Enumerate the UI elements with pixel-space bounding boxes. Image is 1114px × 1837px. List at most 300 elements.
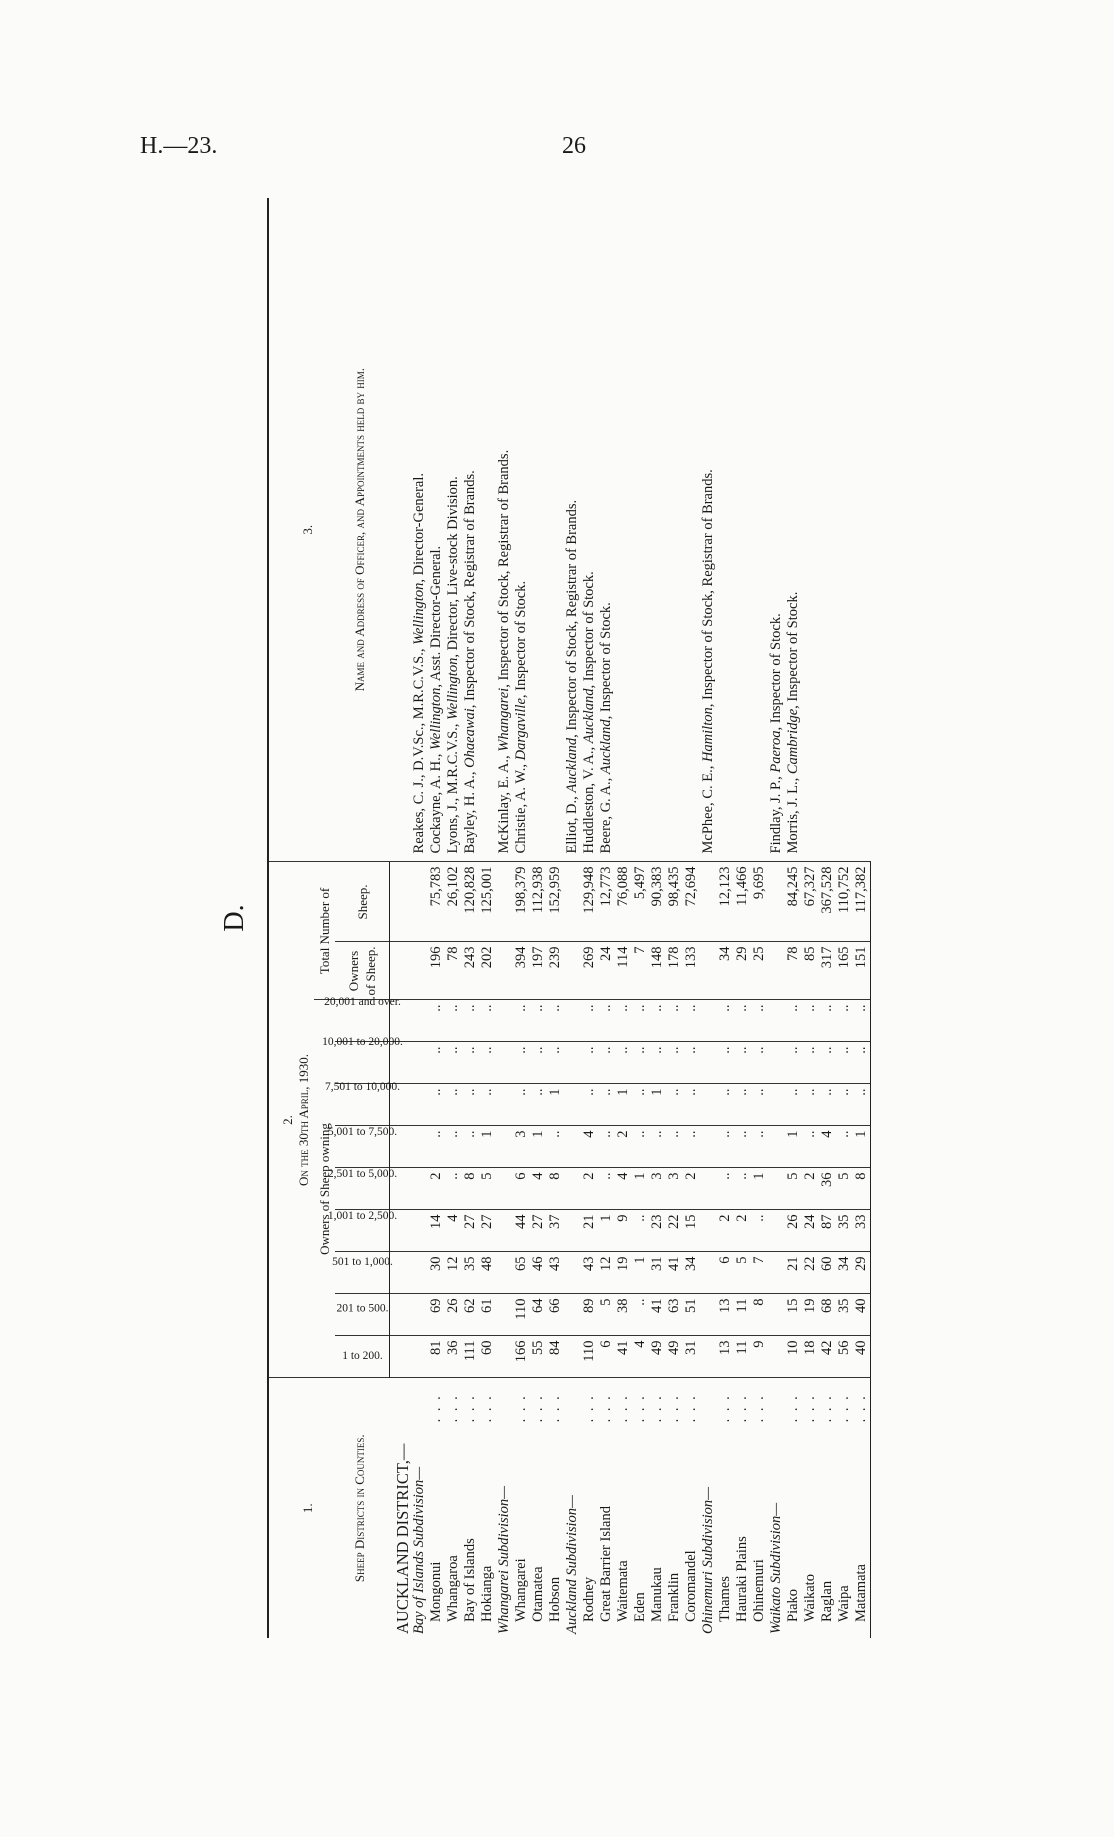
owners-band-cell: .. <box>853 1000 871 1042</box>
officer-entry: Christie, A. W., Dargaville, Inspector of Stock. <box>512 580 529 854</box>
owners-band-cell: .. <box>836 1084 853 1126</box>
leader-dots: . . . <box>716 1394 733 1423</box>
empty-cell <box>564 1042 581 1084</box>
empty-cell <box>411 1084 428 1126</box>
total-owners-cell: 394 <box>513 942 530 1000</box>
column-2-number: 2. <box>280 1115 295 1125</box>
county-name: Raglan <box>818 1580 835 1622</box>
total-owners-cell: 243 <box>462 942 479 1000</box>
owners-band-cell: .. <box>445 1042 462 1084</box>
band-header: 2,501 to 5,000. <box>335 1168 390 1210</box>
owners-band-cell: 26 <box>445 1294 462 1336</box>
empty-cell <box>496 1126 513 1168</box>
total-owners-cell: 78 <box>785 942 802 1000</box>
empty-cell <box>411 1294 428 1336</box>
officer-entry: McKinlay, E. A., Whangarei, Inspector of Stock, Registrar of Brands. <box>495 449 512 854</box>
owners-band-cell: 46 <box>530 1252 547 1294</box>
owners-band-cell: 69 <box>428 1294 445 1336</box>
total-sheep-cell: 98,435 <box>666 862 683 942</box>
empty-cell <box>700 1000 717 1042</box>
empty-cell <box>496 1336 513 1378</box>
owners-band-cell: 5 <box>598 1294 615 1336</box>
empty-cell <box>768 942 785 1000</box>
owners-band-cell: 63 <box>666 1294 683 1336</box>
subdivision-row <box>564 198 581 1638</box>
owners-band-cell: 166 <box>513 1336 530 1378</box>
owners-band-cell: 5 <box>479 1168 496 1210</box>
owners-band-cell: .. <box>530 1084 547 1126</box>
owners-band-cell: .. <box>819 1084 836 1126</box>
owners-band-cell: 41 <box>649 1294 666 1336</box>
owners-band-cell: .. <box>445 1000 462 1042</box>
owners-band-cell: .. <box>462 1042 479 1084</box>
column-3-title: Name and Address of Officer, and Appointments held by him. <box>351 368 367 692</box>
leader-dots: . . . <box>478 1394 495 1423</box>
owners-band-cell: .. <box>717 1126 734 1168</box>
total-owners-cell: 202 <box>479 942 496 1000</box>
leader-dots: . . . <box>580 1394 597 1423</box>
total-sheep-cell: 129,948 <box>581 862 598 942</box>
total-sheep-cell: 9,695 <box>751 862 768 942</box>
empty-cell <box>496 1042 513 1084</box>
owners-band-cell: .. <box>819 1042 836 1084</box>
owners-band-cell: 21 <box>785 1252 802 1294</box>
empty-cell <box>411 1336 428 1378</box>
empty-cell <box>768 1252 785 1294</box>
owners-band-cell: 2 <box>802 1168 819 1210</box>
empty-cell <box>496 1210 513 1252</box>
owners-band-cell: .. <box>598 1000 615 1042</box>
empty-cell <box>700 942 717 1000</box>
owners-band-cell: 23 <box>649 1210 666 1252</box>
empty-cell <box>700 1126 717 1168</box>
leader-dots: . . . <box>750 1394 767 1423</box>
owners-band-cell: .. <box>547 1042 564 1084</box>
leader-dots: . . . <box>682 1394 699 1423</box>
leader-dots: . . . <box>853 1378 871 1438</box>
owners-band-cell: 13 <box>717 1294 734 1336</box>
empty-cell <box>564 942 581 1000</box>
owners-band-cell: .. <box>598 1126 615 1168</box>
owners-band-cell: 27 <box>530 1210 547 1252</box>
owners-band-cell: .. <box>479 1000 496 1042</box>
empty-cell <box>496 1168 513 1210</box>
empty-cell <box>768 1042 785 1084</box>
leader-dots: . . . <box>427 1394 444 1423</box>
total-owners-cell: 196 <box>428 942 445 1000</box>
total-sheep-cell: 84,245 <box>785 862 802 942</box>
officer-entry: Beere, G. A., Auckland, Inspector of Stock. <box>597 602 614 854</box>
owners-band-cell: .. <box>751 1210 768 1252</box>
officer-entry: Morris, J. L., Cambridge, Inspector of Stock. <box>784 591 801 854</box>
owners-band-cell: .. <box>649 1000 666 1042</box>
owners-band-cell: .. <box>632 1126 649 1168</box>
total-sheep-cell: 72,694 <box>683 862 700 942</box>
leader-dots: . . . <box>529 1394 546 1423</box>
owners-band-cell: 4 <box>632 1336 649 1378</box>
subdivision-heading: Ohinemuri Subdivision— <box>699 1486 716 1634</box>
leader-dots: . . . <box>461 1394 478 1423</box>
owners-band-cell: 1 <box>479 1126 496 1168</box>
empty-cell <box>768 1294 785 1336</box>
owners-band-cell: .. <box>734 1000 751 1042</box>
total-owners-cell: 197 <box>530 942 547 1000</box>
district-row <box>390 198 411 1638</box>
officer-entry: Huddleston, V. A., Auckland, Inspector of Stock. <box>580 571 597 854</box>
empty-cell <box>768 1336 785 1378</box>
page-number: 26 <box>562 133 586 159</box>
subdivision-row <box>496 198 513 1638</box>
owners-band-cell: .. <box>802 1126 819 1168</box>
empty-cell <box>564 1336 581 1378</box>
total-sheep-cell: 198,379 <box>513 862 530 942</box>
total-owners-cell: 165 <box>836 942 853 1000</box>
owners-band-cell: 14 <box>428 1210 445 1252</box>
owners-band-cell: .. <box>666 1084 683 1126</box>
county-name: Great Barrier Island <box>597 1506 614 1622</box>
owners-band-cell: .. <box>462 1126 479 1168</box>
owners-band-cell: .. <box>632 1084 649 1126</box>
owners-band-cell: 2 <box>683 1168 700 1210</box>
county-name: Coromandel <box>682 1550 699 1622</box>
owners-band-cell: .. <box>836 1126 853 1168</box>
owners-band-cell: 60 <box>479 1336 496 1378</box>
leader-dots: . . . <box>733 1394 750 1423</box>
owners-band-cell: 35 <box>836 1294 853 1336</box>
total-sheep-cell: 117,382 <box>853 862 871 942</box>
owners-band-cell: .. <box>853 1042 871 1084</box>
owners-band-cell: 5 <box>836 1168 853 1210</box>
county-name: Matamata <box>853 1438 871 1638</box>
total-owners-cell: 85 <box>802 942 819 1000</box>
owners-band-cell: .. <box>428 1042 445 1084</box>
empty-cell <box>564 1168 581 1210</box>
owners-band-cell: 1 <box>530 1126 547 1168</box>
owners-band-cell: .. <box>751 1084 768 1126</box>
owners-band-cell: 1 <box>853 1126 871 1168</box>
owners-band-cell: .. <box>734 1168 751 1210</box>
owners-band-cell: .. <box>666 1000 683 1042</box>
empty-cell <box>564 1000 581 1042</box>
owners-band-cell: 15 <box>785 1294 802 1336</box>
owners-band-cell: 64 <box>530 1294 547 1336</box>
total-owners-cell: 269 <box>581 942 598 1000</box>
owners-band-cell: 8 <box>853 1168 871 1210</box>
total-owners-cell: 78 <box>445 942 462 1000</box>
owners-band-cell: .. <box>734 1042 751 1084</box>
county-name: Thames <box>716 1576 733 1622</box>
owners-band-cell: 40 <box>853 1336 871 1378</box>
total-sheep-cell: 120,828 <box>462 862 479 942</box>
empty-cell <box>411 1252 428 1294</box>
owners-band-cell: 49 <box>649 1336 666 1378</box>
owners-band-cell: 111 <box>462 1336 479 1378</box>
owners-band-cell: 6 <box>717 1252 734 1294</box>
band-header: 1,001 to 2,500. <box>335 1210 390 1252</box>
owners-band-cell: 3 <box>649 1168 666 1210</box>
total-owners-cell: 239 <box>547 942 564 1000</box>
empty-cell <box>700 1336 717 1378</box>
total-sheep-cell: 75,783 <box>428 862 445 942</box>
county-name: Whangaroa <box>444 1555 461 1622</box>
total-owners-cell: 151 <box>853 942 871 1000</box>
owners-band-cell: 68 <box>819 1294 836 1336</box>
empty-cell <box>768 1168 785 1210</box>
owners-band-cell: 48 <box>479 1252 496 1294</box>
empty-cell <box>700 1084 717 1126</box>
table-body <box>390 198 871 1638</box>
total-owners-cell: 25 <box>751 942 768 1000</box>
owners-band-cell: .. <box>717 1084 734 1126</box>
subdivision-row <box>411 198 428 1638</box>
county-name: Rodney <box>580 1576 597 1622</box>
leader-dots: . . . <box>835 1394 852 1423</box>
owners-band-cell: 27 <box>479 1210 496 1252</box>
owners-band-cell: 6 <box>598 1336 615 1378</box>
owners-band-cell: .. <box>581 1042 598 1084</box>
owners-band-cell: .. <box>581 1000 598 1042</box>
empty-cell <box>700 1042 717 1084</box>
total-sheep-cell: 76,088 <box>615 862 632 942</box>
owners-band-cell: .. <box>445 1168 462 1210</box>
owners-band-cell: 1 <box>547 1084 564 1126</box>
owners-band-cell: 7 <box>751 1252 768 1294</box>
owners-band-cell: .. <box>428 1084 445 1126</box>
total-sheep-cell: 110,752 <box>836 862 853 942</box>
total-sheep-cell: 67,327 <box>802 862 819 942</box>
owners-band-cell: 3 <box>666 1168 683 1210</box>
owners-band-cell: 33 <box>853 1210 871 1252</box>
total-sheep-cell: 12,773 <box>598 862 615 942</box>
empty-cell <box>411 1126 428 1168</box>
owners-band-cell: 29 <box>853 1252 871 1294</box>
owners-band-cell: .. <box>479 1042 496 1084</box>
owners-band-cell: .. <box>428 1126 445 1168</box>
owners-band-cell: .. <box>683 1126 700 1168</box>
owners-band-cell: 87 <box>819 1210 836 1252</box>
owners-band-cell: .. <box>632 1210 649 1252</box>
owners-band-cell: .. <box>785 1000 802 1042</box>
empty-cell <box>768 1000 785 1042</box>
empty-cell <box>390 862 411 942</box>
owners-band-cell: 2 <box>734 1210 751 1252</box>
officers-cell <box>700 198 768 862</box>
owners-band-cell: 31 <box>683 1336 700 1378</box>
owners-band-cell: .. <box>683 1000 700 1042</box>
owners-band-cell: 21 <box>581 1210 598 1252</box>
owners-band-cell: 38 <box>615 1294 632 1336</box>
owners-band-cell: 22 <box>666 1210 683 1252</box>
officer-entry: McPhee, C. E., Hamilton, Inspector of Stock, Registrar of Brands. <box>699 469 716 854</box>
owners-band-cell: 1 <box>632 1168 649 1210</box>
owners-band-cell: .. <box>819 1000 836 1042</box>
owners-group-header: Owners of Sheep owning <box>314 1000 335 1378</box>
total-group-header: Total Number of <box>314 862 335 1000</box>
owners-band-cell: 11 <box>734 1336 751 1378</box>
total-sheep-cell: 5,497 <box>632 862 649 942</box>
owners-band-cell: 89 <box>581 1294 598 1336</box>
county-name: Eden <box>631 1592 648 1622</box>
county-name: Ohinemuri <box>750 1559 767 1622</box>
empty-cell <box>768 1126 785 1168</box>
owners-band-cell: .. <box>802 1000 819 1042</box>
county-name: Whangarei <box>512 1558 529 1622</box>
owners-band-cell: .. <box>717 1042 734 1084</box>
leader-dots: . . . <box>546 1394 563 1423</box>
owners-band-cell: 5 <box>734 1252 751 1294</box>
owners-band-cell: 4 <box>581 1126 598 1168</box>
owners-band-cell: 42 <box>819 1336 836 1378</box>
owners-band-cell: .. <box>462 1000 479 1042</box>
column-3-header <box>268 198 390 862</box>
owners-band-cell: .. <box>853 1084 871 1126</box>
owners-band-cell: .. <box>717 1000 734 1042</box>
subdivision-heading: Auckland Subdivision— <box>563 1495 580 1634</box>
report-reference: H.—23. <box>140 133 218 159</box>
total-owners-cell: 34 <box>717 942 734 1000</box>
owners-band-cell: 4 <box>819 1126 836 1168</box>
county-name: Hobson <box>546 1576 563 1622</box>
county-name: Hokianga <box>478 1565 495 1622</box>
officer-entry: Reakes, C. J., D.V.Sc., M.R.C.V.S., Wellington, Director-General. <box>410 473 427 854</box>
subdivision-heading: Waikato Subdivision— <box>767 1502 784 1634</box>
county-name: Waikato <box>801 1574 818 1622</box>
officers-cell <box>411 198 496 862</box>
owners-band-cell: 4 <box>530 1168 547 1210</box>
owners-band-cell: .. <box>598 1084 615 1126</box>
owners-band-cell: .. <box>530 1042 547 1084</box>
county-name: Piako <box>784 1588 801 1622</box>
total-owners-cell: 317 <box>819 942 836 1000</box>
empty-cell <box>564 862 581 942</box>
total-sheep-cell: 90,383 <box>649 862 666 942</box>
empty-cell <box>411 942 428 1000</box>
empty-cell <box>700 1252 717 1294</box>
empty-cell <box>390 198 411 862</box>
owners-band-cell: 34 <box>683 1252 700 1294</box>
total-owners-cell: 114 <box>615 942 632 1000</box>
band-header: 7,501 to 10,000. <box>335 1084 390 1126</box>
owners-band-cell: 9 <box>615 1210 632 1252</box>
owners-band-cell: 19 <box>802 1294 819 1336</box>
owners-band-cell: 1 <box>632 1252 649 1294</box>
county-name: Manukau <box>648 1567 665 1622</box>
empty-cell <box>411 862 428 942</box>
leader-dots: . . . <box>818 1394 835 1423</box>
empty-cell <box>564 1126 581 1168</box>
owners-band-cell: 66 <box>547 1294 564 1336</box>
owners-band-cell: .. <box>428 1000 445 1042</box>
owners-band-cell: 4 <box>615 1168 632 1210</box>
owners-band-cell: .. <box>632 1042 649 1084</box>
total-owners-cell: 148 <box>649 942 666 1000</box>
empty-cell <box>768 1210 785 1252</box>
officers-cell <box>496 198 564 862</box>
empty-cell <box>390 942 411 1000</box>
leader-dots: . . . <box>784 1394 801 1423</box>
owners-band-cell: 13 <box>717 1336 734 1378</box>
empty-cell <box>496 1084 513 1126</box>
owners-band-cell: .. <box>751 1000 768 1042</box>
officer-entry: Findlay, J. P., Paeroa, Inspector of Stock. <box>767 613 784 854</box>
band-header: 10,001 to 20,000. <box>335 1042 390 1084</box>
owners-band-cell: .. <box>581 1084 598 1126</box>
owners-band-cell: 31 <box>649 1252 666 1294</box>
owners-band-cell: .. <box>836 1042 853 1084</box>
owners-band-cell: 1 <box>598 1210 615 1252</box>
district-heading: AUCKLAND DISTRICT,— <box>392 1443 412 1634</box>
owners-band-cell: 9 <box>751 1336 768 1378</box>
officer-entry: Elliot, D., Auckland, Inspector of Stock, Registrar of Brands. <box>563 499 580 854</box>
leader-dots: . . . <box>801 1394 818 1423</box>
owners-band-cell: .. <box>751 1126 768 1168</box>
empty-cell <box>768 1084 785 1126</box>
owners-band-cell: .. <box>683 1042 700 1084</box>
column-1-title: Sheep Districts in Counties. <box>351 1434 367 1583</box>
owners-band-cell: 6 <box>513 1168 530 1210</box>
owners-band-cell: .. <box>598 1168 615 1210</box>
owners-band-cell: 5 <box>785 1168 802 1210</box>
owners-band-cell: 1 <box>649 1084 666 1126</box>
owners-band-cell: 1 <box>785 1126 802 1168</box>
sheep-header: Sheep. <box>335 862 390 942</box>
owners-band-cell: 8 <box>547 1168 564 1210</box>
owners-band-cell: 36 <box>819 1168 836 1210</box>
total-sheep-cell: 26,102 <box>445 862 462 942</box>
total-sheep-cell: 12,123 <box>717 862 734 942</box>
owners-band-cell: .. <box>547 1126 564 1168</box>
empty-cell <box>700 1210 717 1252</box>
band-header: 5,001 to 7,500. <box>335 1126 390 1168</box>
owners-band-cell: .. <box>802 1042 819 1084</box>
section-letter: D. <box>219 904 250 932</box>
owners-band-cell: 10 <box>785 1336 802 1378</box>
owners-band-cell: .. <box>513 1042 530 1084</box>
total-owners-cell: 178 <box>666 942 683 1000</box>
owners-band-cell: 2 <box>615 1126 632 1168</box>
owners-band-cell: 34 <box>836 1252 853 1294</box>
empty-cell <box>700 862 717 942</box>
empty-cell <box>390 1294 411 1336</box>
empty-cell <box>564 1210 581 1252</box>
owners-band-cell: .. <box>802 1084 819 1126</box>
total-sheep-cell: 11,466 <box>734 862 751 942</box>
column-1-header <box>268 1378 390 1638</box>
rotated-table-sheet <box>219 198 995 1638</box>
county-name: Waitemata <box>614 1560 631 1622</box>
owners-band-cell: 3 <box>513 1126 530 1168</box>
empty-cell <box>496 1294 513 1336</box>
owners-band-cell: 35 <box>462 1252 479 1294</box>
owners-band-cell: 19 <box>615 1252 632 1294</box>
total-sheep-cell: 367,528 <box>819 862 836 942</box>
band-header: 1 to 200. <box>335 1336 390 1378</box>
leader-dots: . . . <box>648 1394 665 1423</box>
owners-band-cell: .. <box>734 1084 751 1126</box>
owners-band-cell: 26 <box>785 1210 802 1252</box>
owners-band-cell: .. <box>615 1000 632 1042</box>
county-name: Waipa <box>835 1585 852 1622</box>
officers-cell <box>768 198 871 862</box>
owners-band-cell: .. <box>649 1042 666 1084</box>
owners-band-cell: .. <box>513 1000 530 1042</box>
empty-cell <box>496 942 513 1000</box>
subdivision-heading: Whangarei Subdivision— <box>495 1485 512 1634</box>
owners-band-cell: 43 <box>547 1252 564 1294</box>
total-owners-cell: 29 <box>734 942 751 1000</box>
total-sheep-cell: 112,938 <box>530 862 547 942</box>
owners-of-sheep-header: Owners of Sheep. <box>335 942 390 1000</box>
